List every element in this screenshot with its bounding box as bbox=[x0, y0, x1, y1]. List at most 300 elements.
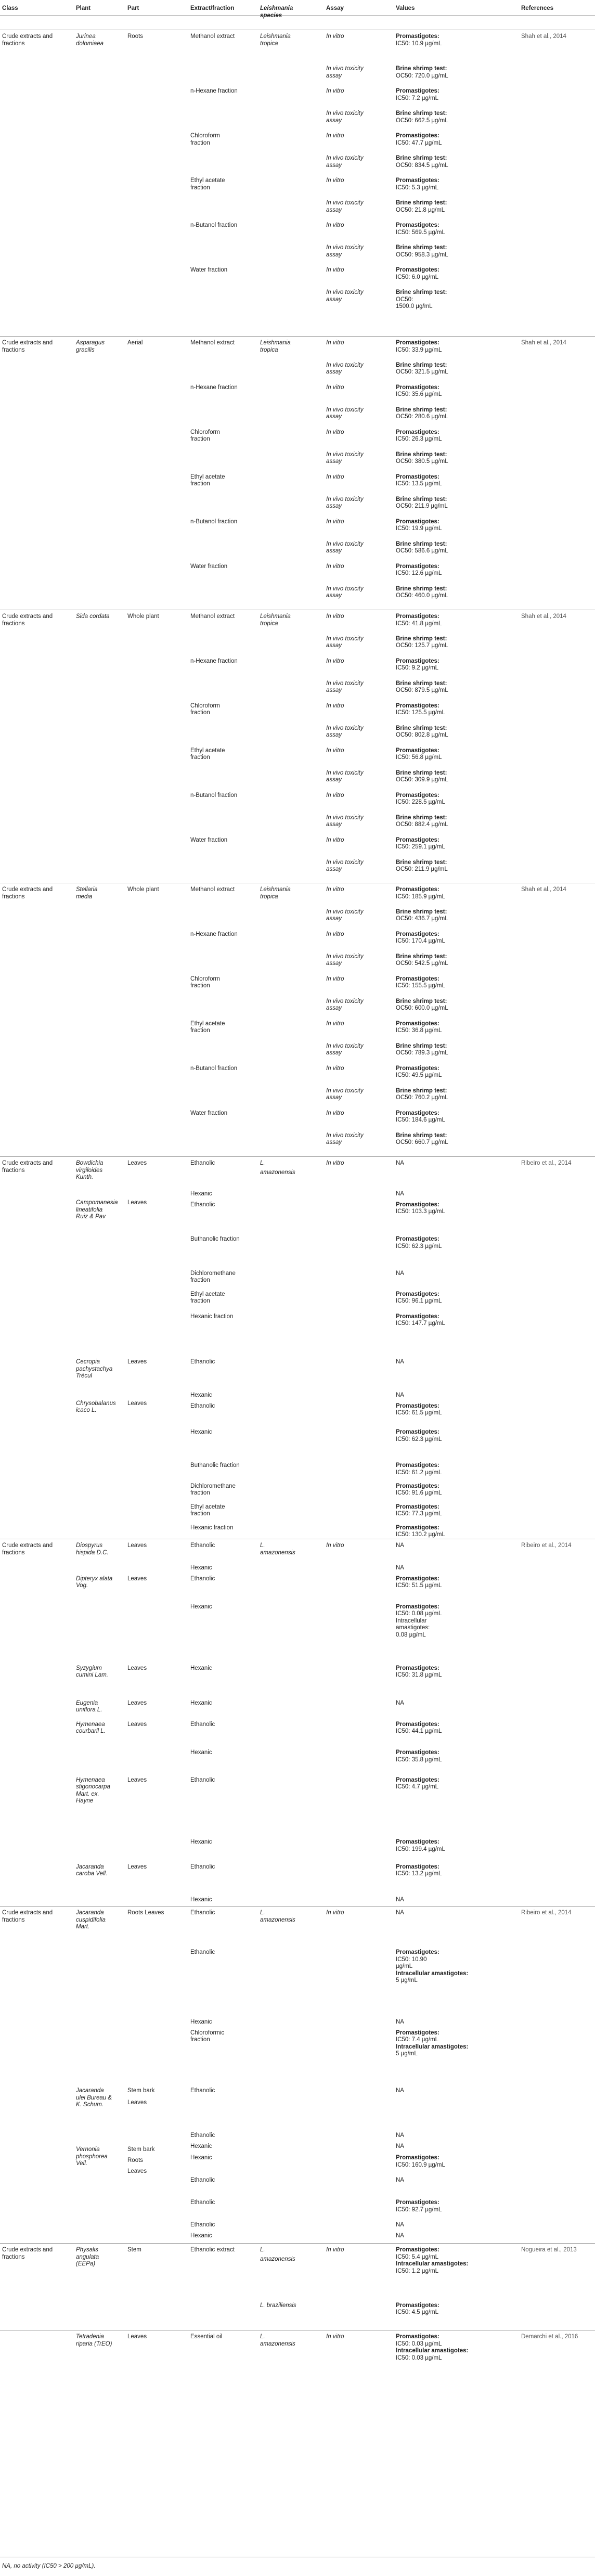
assay-cell: In vitro bbox=[326, 177, 344, 184]
value-cell: IC50: 35.8 µg/mL bbox=[396, 1756, 442, 1763]
plant-cell: pachystachya bbox=[76, 1366, 113, 1372]
value-cell: IC50: 0.03 µg/mL bbox=[396, 2340, 442, 2347]
value-cell: Promastigotes: bbox=[396, 177, 439, 184]
extract-cell: n-Hexane fraction bbox=[190, 931, 238, 937]
assay-cell: In vivo toxicity bbox=[326, 110, 364, 117]
value-cell: Promastigotes: bbox=[396, 975, 439, 982]
value-cell: Intracellular bbox=[396, 1617, 427, 1624]
extract-cell: Ethanolic bbox=[190, 1542, 215, 1549]
plant-cell: Tetradenia bbox=[76, 2334, 104, 2340]
plant-cell: Stellaria bbox=[76, 886, 98, 893]
extract-cell: Ethanolic bbox=[190, 2177, 215, 2184]
extract-cell: Hexanic bbox=[190, 1190, 212, 1197]
value-cell: Brine shrimp test: bbox=[396, 155, 447, 162]
class-cell: Crude extracts and fractions bbox=[2, 1160, 53, 1174]
extract-cell: Water fraction bbox=[190, 1110, 228, 1116]
value-cell: Promastigotes: bbox=[396, 1524, 439, 1531]
value-cell: Promastigotes: bbox=[396, 2199, 439, 2206]
extract-cell: Hexanic bbox=[190, 1429, 212, 1436]
species-cell: L. bbox=[260, 2334, 265, 2340]
part-cell: Leaves bbox=[127, 2168, 147, 2174]
value-cell: IC50: 125.5 µg/mL bbox=[396, 710, 445, 716]
value-cell: OC50: 834.5 µg/mL bbox=[396, 162, 448, 169]
plant-cell: dolomiaea bbox=[76, 40, 104, 47]
value-cell: Brine shrimp test: bbox=[396, 362, 447, 368]
value-cell: IC50: 51.5 µg/mL bbox=[396, 1582, 442, 1589]
reference-cell: Ribeiro et al., 2014 bbox=[521, 1910, 572, 1916]
class-cell: Crude extracts and fractions bbox=[2, 340, 53, 353]
value-cell: OC50: 958.3 µg/mL bbox=[396, 251, 448, 258]
extract-cell: fraction bbox=[190, 1490, 210, 1497]
extract-cell: Hexanic bbox=[190, 1699, 212, 1706]
assay-cell: In vivo toxicity bbox=[326, 585, 364, 592]
value-cell: NA bbox=[396, 2222, 404, 2229]
assay-cell: In vitro bbox=[326, 2334, 344, 2340]
assay-cell: In vivo toxicity bbox=[326, 908, 364, 915]
value-cell: IC50: 0.03 µg/mL bbox=[396, 2354, 442, 2361]
species-cell: L. bbox=[260, 1910, 265, 1916]
value-cell: Brine shrimp test: bbox=[396, 200, 447, 207]
value-cell: Brine shrimp test: bbox=[396, 110, 447, 117]
plant-cell: hispida D.C. bbox=[76, 1549, 109, 1556]
value-cell: NA bbox=[396, 2019, 404, 2026]
extract-cell: fraction bbox=[190, 1277, 210, 1284]
value-cell: IC50: 41.8 µg/mL bbox=[396, 620, 442, 627]
value-cell: Intracellular amastigotes: bbox=[396, 2043, 469, 2050]
assay-cell: In vitro bbox=[326, 222, 344, 229]
plant-cell: Trécul bbox=[76, 1373, 93, 1380]
class-cell: Crude extracts and fractions bbox=[2, 886, 53, 900]
assay-cell: assay bbox=[326, 72, 342, 79]
table-header bbox=[0, 0, 595, 19]
value-cell: NA bbox=[396, 2088, 404, 2094]
extract-cell: Ethyl acetate bbox=[190, 177, 225, 184]
value-cell: 1500.0 µg/mL bbox=[396, 303, 433, 310]
assay-cell: In vitro bbox=[326, 384, 344, 391]
value-cell: IC50: 12.6 µg/mL bbox=[396, 570, 442, 577]
value-cell: OC50: 662.5 µg/mL bbox=[396, 117, 448, 124]
assay-cell: assay bbox=[326, 866, 342, 873]
table-group bbox=[0, 1156, 595, 1538]
extract-cell: n-Hexane fraction bbox=[190, 384, 238, 391]
value-cell: Promastigotes: bbox=[396, 886, 439, 893]
value-cell: Brine shrimp test: bbox=[396, 725, 447, 731]
value-cell: Promastigotes: bbox=[396, 429, 439, 435]
assay-cell: In vitro bbox=[326, 1910, 344, 1916]
value-cell: NA bbox=[396, 1359, 404, 1366]
value-cell: Intracellular amastigotes: bbox=[396, 1970, 469, 1977]
part-cell: Leaves bbox=[127, 2099, 147, 2106]
value-cell: IC50: 170.4 µg/mL bbox=[396, 938, 445, 945]
plant-cell: Asparagus bbox=[76, 340, 105, 346]
value-cell: IC50: 31.8 µg/mL bbox=[396, 1672, 442, 1679]
assay-cell: In vitro bbox=[326, 886, 344, 893]
extract-cell: Hexanic fraction bbox=[190, 1524, 234, 1531]
assay-cell: In vivo toxicity bbox=[326, 244, 364, 251]
assay-cell: In vitro bbox=[326, 747, 344, 754]
value-cell: IC50: 228.5 µg/mL bbox=[396, 799, 445, 806]
assay-cell: assay bbox=[326, 732, 342, 739]
species-cell: tropica bbox=[260, 40, 278, 47]
value-cell: IC50: 44.1 µg/mL bbox=[396, 1728, 442, 1735]
value-cell: Promastigotes: bbox=[396, 613, 439, 620]
value-cell: IC50: 199.4 µg/mL bbox=[396, 1846, 445, 1852]
value-cell: IC50: 62.3 µg/mL bbox=[396, 1243, 442, 1250]
value-cell: IC50: 61.5 µg/mL bbox=[396, 1410, 442, 1416]
extract-cell: Ethanolic bbox=[190, 1863, 215, 1870]
plant-cell: gracilis bbox=[76, 346, 95, 353]
plant-cell: lineatifolia bbox=[76, 1206, 103, 1213]
assay-cell: In vitro bbox=[326, 1542, 344, 1549]
value-cell: OC50: 600.0 µg/mL bbox=[396, 1005, 448, 1012]
plant-cell: Ruiz & Pav bbox=[76, 1214, 106, 1220]
extract-cell: Ethanolic bbox=[190, 2199, 215, 2206]
extract-cell: Water fraction bbox=[190, 836, 228, 843]
plant-cell: angulata bbox=[76, 2253, 99, 2260]
extract-cell: Ethyl acetate bbox=[190, 747, 225, 754]
plant-cell: courbaril L. bbox=[76, 1728, 106, 1735]
extract-cell: Ethyl acetate bbox=[190, 473, 225, 480]
value-cell: 5 µg/mL bbox=[396, 1977, 418, 1984]
extract-cell: Dichloromethane bbox=[190, 1483, 236, 1489]
extract-cell: Methanol extract bbox=[190, 613, 235, 620]
species-cell: amazonensis bbox=[260, 1169, 295, 1176]
value-cell: IC50: 35.6 µg/mL bbox=[396, 391, 442, 398]
assay-cell: In vitro bbox=[326, 340, 344, 346]
part-cell: Leaves bbox=[127, 2334, 147, 2340]
value-cell: IC50: 33.9 µg/mL bbox=[396, 346, 442, 353]
species-cell: tropica bbox=[260, 620, 278, 627]
value-cell: OC50: 542.5 µg/mL bbox=[396, 960, 448, 967]
table-footnote: NA, no activity (IC50 > 200 µg/mL). bbox=[2, 2563, 96, 2569]
part-cell: Leaves bbox=[127, 1721, 147, 1728]
extract-cell: n-Hexane fraction bbox=[190, 658, 238, 664]
assay-cell: assay bbox=[326, 642, 342, 649]
header-assay: Assay bbox=[326, 5, 344, 11]
value-cell: OC50: 720.0 µg/mL bbox=[396, 72, 448, 79]
value-cell: NA bbox=[396, 2132, 404, 2139]
extract-cell: Ethanolic bbox=[190, 1721, 215, 1728]
value-cell: Promastigotes: bbox=[396, 133, 439, 139]
value-cell: IC50: 103.3 µg/mL bbox=[396, 1208, 445, 1215]
assay-cell: In vivo toxicity bbox=[326, 769, 364, 776]
value-cell: NA bbox=[396, 2143, 404, 2150]
extract-cell: fraction bbox=[190, 139, 210, 146]
assay-cell: assay bbox=[326, 593, 342, 599]
extract-cell: Buthanolic fraction bbox=[190, 1462, 240, 1469]
part-cell: Stem bbox=[127, 2247, 141, 2253]
value-cell: Promastigotes: bbox=[396, 2247, 439, 2253]
extract-cell: fraction bbox=[190, 754, 210, 761]
assay-cell: In vitro bbox=[326, 1160, 344, 1166]
extract-cell: n-Butanol fraction bbox=[190, 792, 238, 798]
value-cell: Promastigotes: bbox=[396, 33, 439, 40]
value-cell: IC50: 7.4 µg/mL bbox=[396, 2037, 439, 2043]
value-cell: Promastigotes: bbox=[396, 1402, 439, 1409]
value-cell: Promastigotes: bbox=[396, 1949, 439, 1956]
extract-cell: Ethanolic bbox=[190, 1402, 215, 1409]
assay-cell: assay bbox=[326, 1139, 342, 1146]
extract-cell: Essential oil bbox=[190, 2334, 223, 2340]
table-group bbox=[0, 336, 595, 599]
part-cell: Leaves bbox=[127, 1359, 147, 1366]
reference-cell: Shah et al., 2014 bbox=[521, 33, 566, 40]
header-extract: Extract/fraction bbox=[190, 5, 235, 11]
value-cell: OC50: 789.3 µg/mL bbox=[396, 1050, 448, 1057]
table-group bbox=[0, 2243, 595, 2316]
value-cell: NA bbox=[396, 1699, 404, 1706]
value-cell: IC50: 185.9 µg/mL bbox=[396, 893, 445, 900]
extract-cell: Ethanolic bbox=[190, 1949, 215, 1956]
plant-cell: Hayne bbox=[76, 1798, 94, 1805]
plant-cell: Vog. bbox=[76, 1582, 88, 1589]
class-cell: Crude extracts and fractions bbox=[2, 613, 53, 627]
assay-cell: assay bbox=[326, 207, 342, 213]
value-cell: Promastigotes: bbox=[396, 518, 439, 525]
reference-cell: Demarchi et al., 2016 bbox=[521, 2334, 578, 2340]
assay-cell: In vitro bbox=[326, 473, 344, 480]
species-cell: amazonensis bbox=[260, 1549, 295, 1556]
value-cell: Promastigotes: bbox=[396, 222, 439, 229]
value-cell: Promastigotes: bbox=[396, 1603, 439, 1610]
value-cell: IC50: 5.3 µg/mL bbox=[396, 184, 439, 191]
extract-cell: Hexanic bbox=[190, 1392, 212, 1398]
part-cell: Leaves bbox=[127, 1776, 147, 1783]
header-class: Class bbox=[2, 5, 18, 11]
extract-cell: Ethanolic bbox=[190, 1201, 215, 1208]
extract-cell: Hexanic bbox=[190, 1897, 212, 1903]
value-cell: OC50: 211.9 µg/mL bbox=[396, 503, 448, 510]
plant-cell: Jacaranda bbox=[76, 1863, 104, 1870]
assay-cell: assay bbox=[326, 821, 342, 828]
part-cell: Roots bbox=[127, 33, 144, 40]
value-cell: Promastigotes: bbox=[396, 1313, 439, 1320]
extract-cell: Ethyl acetate bbox=[190, 1020, 225, 1027]
assay-cell: In vitro bbox=[326, 88, 344, 95]
value-cell: IC50: 61.2 µg/mL bbox=[396, 1469, 442, 1476]
value-cell: Promastigotes: bbox=[396, 1462, 439, 1469]
part-cell: Leaves bbox=[127, 1160, 147, 1166]
assay-cell: In vitro bbox=[326, 702, 344, 709]
assay-cell: In vivo toxicity bbox=[326, 362, 364, 368]
value-cell: Intracellular amastigotes: bbox=[396, 2261, 469, 2267]
extract-cell: fraction bbox=[190, 983, 210, 989]
value-cell: 5 µg/mL bbox=[396, 2051, 418, 2057]
assay-cell: assay bbox=[326, 960, 342, 967]
value-cell: Brine shrimp test: bbox=[396, 66, 447, 72]
extract-cell: Water fraction bbox=[190, 563, 228, 570]
value-cell: OC50: 660.7 µg/mL bbox=[396, 1139, 448, 1146]
value-cell: Promastigotes: bbox=[396, 1665, 439, 1671]
value-cell: IC50: 130.2 µg/mL bbox=[396, 1531, 445, 1538]
extract-cell: Hexanic bbox=[190, 1603, 212, 1610]
reference-cell: Nogueira et al., 2013 bbox=[521, 2247, 577, 2253]
value-cell: Brine shrimp test: bbox=[396, 998, 447, 1004]
class-cell: Crude extracts and fractions bbox=[2, 1542, 53, 1556]
species-cell: tropica bbox=[260, 893, 278, 900]
value-cell: IC50: 6.0 µg/mL bbox=[396, 274, 439, 280]
assay-cell: In vivo toxicity bbox=[326, 953, 364, 960]
assay-cell: In vitro bbox=[326, 1065, 344, 1072]
extract-cell: Hexanic bbox=[190, 1749, 212, 1756]
extract-cell: Ethanolic bbox=[190, 2088, 215, 2094]
value-cell: IC50: 56.8 µg/mL bbox=[396, 754, 442, 761]
value-cell: IC50: 26.3 µg/mL bbox=[396, 436, 442, 443]
assay-cell: assay bbox=[326, 503, 342, 510]
plant-cell: Cecropia bbox=[76, 1359, 100, 1366]
extract-cell: Hexanic bbox=[190, 2143, 212, 2150]
plant-cell: Syzygium bbox=[76, 1665, 102, 1671]
value-cell: IC50: 1.2 µg/mL bbox=[396, 2268, 439, 2274]
assay-cell: In vitro bbox=[326, 975, 344, 982]
value-cell: Promastigotes: bbox=[396, 1503, 439, 1510]
value-cell: IC50: 0.08 µg/mL bbox=[396, 1611, 442, 1617]
value-cell: Promastigotes: bbox=[396, 88, 439, 95]
assay-cell: In vivo toxicity bbox=[326, 859, 364, 866]
assay-cell: In vivo toxicity bbox=[326, 998, 364, 1004]
extract-cell: Ethyl acetate bbox=[190, 1291, 225, 1297]
header-plant: Plant bbox=[76, 5, 91, 11]
value-cell: Promastigotes: bbox=[396, 1749, 439, 1756]
reference-cell: Shah et al., 2014 bbox=[521, 886, 566, 893]
value-cell: IC50: 9.2 µg/mL bbox=[396, 665, 439, 672]
value-cell: Brine shrimp test: bbox=[396, 769, 447, 776]
value-cell: Promastigotes: bbox=[396, 1429, 439, 1436]
part-cell: Leaves bbox=[127, 1699, 147, 1706]
assay-cell: In vitro bbox=[326, 931, 344, 937]
assay-cell: In vivo toxicity bbox=[326, 540, 364, 547]
extract-cell: n-Butanol fraction bbox=[190, 518, 238, 525]
plant-cell: stigonocarpa bbox=[76, 1784, 110, 1791]
reference-cell: Ribeiro et al., 2014 bbox=[521, 1542, 572, 1549]
value-cell: Brine shrimp test: bbox=[396, 451, 447, 458]
value-cell: OC50: 280.6 µg/mL bbox=[396, 414, 448, 420]
assay-cell: In vivo toxicity bbox=[326, 1042, 364, 1049]
part-cell: Roots Leaves bbox=[127, 1910, 164, 1916]
assay-cell: In vitro bbox=[326, 1110, 344, 1116]
value-cell: OC50: 211.9 µg/mL bbox=[396, 866, 448, 873]
value-cell: Promastigotes: bbox=[396, 1863, 439, 1870]
value-cell: IC50: 7.2 µg/mL bbox=[396, 95, 439, 101]
plant-cell: Jacaranda bbox=[76, 1910, 104, 1916]
header-values: Values bbox=[396, 5, 415, 11]
value-cell: IC50: 147.7 µg/mL bbox=[396, 1320, 445, 1327]
value-cell: µg/mL bbox=[396, 1963, 413, 1970]
value-cell: Promastigotes: bbox=[396, 792, 439, 798]
value-cell: IC50: 91.6 µg/mL bbox=[396, 1490, 442, 1497]
value-cell: Promastigotes: bbox=[396, 2302, 439, 2309]
assay-cell: In vitro bbox=[326, 613, 344, 620]
extract-cell: fraction bbox=[190, 184, 210, 191]
assay-cell: assay bbox=[326, 548, 342, 555]
extract-cell: fraction bbox=[190, 1511, 210, 1517]
extract-cell: n-Hexane fraction bbox=[190, 88, 238, 95]
species-cell: Leishmania bbox=[260, 886, 291, 893]
plant-cell: K. Schum. bbox=[76, 2102, 104, 2108]
value-cell: IC50: 10.9 µg/mL bbox=[396, 40, 442, 47]
value-cell: OC50: 802.8 µg/mL bbox=[396, 732, 448, 739]
extract-cell: Hexanic bbox=[190, 1839, 212, 1846]
plant-cell: Mart. ex. bbox=[76, 1791, 99, 1797]
value-cell: OC50: 309.9 µg/mL bbox=[396, 777, 448, 783]
plant-cell: Diospyrus bbox=[76, 1542, 103, 1549]
value-cell: IC50: 160.9 µg/mL bbox=[396, 2161, 445, 2168]
value-cell: NA bbox=[396, 1897, 404, 1903]
value-cell: IC50: 13.2 µg/mL bbox=[396, 1871, 442, 1877]
value-cell: Intracellular amastigotes: bbox=[396, 2348, 469, 2354]
assay-cell: assay bbox=[326, 916, 342, 922]
extract-cell: Water fraction bbox=[190, 267, 228, 274]
class-cell: Crude extracts and fractions bbox=[2, 2247, 53, 2260]
value-cell: OC50: bbox=[396, 296, 413, 303]
extract-cell: fraction bbox=[190, 1027, 210, 1034]
assay-cell: In vitro bbox=[326, 429, 344, 435]
assay-cell: In vivo toxicity bbox=[326, 200, 364, 207]
value-cell: Brine shrimp test: bbox=[396, 585, 447, 592]
plant-cell: caroba Vell. bbox=[76, 1871, 108, 1877]
value-cell: Brine shrimp test: bbox=[396, 289, 447, 295]
species-cell: L. braziliensis bbox=[260, 2302, 296, 2309]
extract-cell: Buthanolic fraction bbox=[190, 1236, 240, 1243]
value-cell: Promastigotes: bbox=[396, 747, 439, 754]
extract-cell: fraction bbox=[190, 436, 210, 443]
value-cell: IC50: 36.8 µg/mL bbox=[396, 1027, 442, 1034]
assay-cell: assay bbox=[326, 687, 342, 694]
species-cell: L. bbox=[260, 1542, 265, 1549]
value-cell: NA bbox=[396, 2232, 404, 2239]
plant-cell: cuspidifolia bbox=[76, 1916, 106, 1923]
plant-cell: Vell. bbox=[76, 2160, 87, 2167]
plant-cell: Vernonia bbox=[76, 2146, 100, 2153]
value-cell: Brine shrimp test: bbox=[396, 1087, 447, 1094]
assay-cell: In vivo toxicity bbox=[326, 406, 364, 413]
value-cell: OC50: 321.5 µg/mL bbox=[396, 369, 448, 376]
extract-cell: Hexanic bbox=[190, 2232, 212, 2239]
extract-cell: Ethanolic extract bbox=[190, 2247, 235, 2253]
value-cell: Promastigotes: bbox=[396, 1065, 439, 1072]
plant-cell: Mart. bbox=[76, 1924, 90, 1930]
class-cell: Crude extracts and fractions bbox=[2, 33, 53, 47]
value-cell: Promastigotes: bbox=[396, 1291, 439, 1297]
part-cell: Leaves bbox=[127, 1200, 147, 1206]
species-cell: tropica bbox=[260, 346, 278, 353]
value-cell: IC50: 155.5 µg/mL bbox=[396, 983, 445, 989]
assay-cell: In vitro bbox=[326, 133, 344, 139]
value-cell: OC50: 760.2 µg/mL bbox=[396, 1094, 448, 1101]
assay-cell: assay bbox=[326, 162, 342, 169]
assay-cell: In vivo toxicity bbox=[326, 66, 364, 72]
value-cell: OC50: 882.4 µg/mL bbox=[396, 821, 448, 828]
value-cell: Promastigotes: bbox=[396, 836, 439, 843]
extract-cell: Dichloromethane bbox=[190, 1270, 236, 1277]
value-cell: NA bbox=[396, 1392, 404, 1398]
value-cell: Promastigotes: bbox=[396, 1110, 439, 1116]
value-cell: IC50: 569.5 µg/mL bbox=[396, 229, 445, 236]
species-cell: L. bbox=[260, 1160, 265, 1166]
species-cell: Leishmania bbox=[260, 613, 291, 620]
plant-cell: Jurinea bbox=[76, 33, 96, 40]
header-references: References bbox=[521, 5, 554, 11]
value-cell: Brine shrimp test: bbox=[396, 1132, 447, 1139]
plant-cell: (EEPa) bbox=[76, 2261, 96, 2267]
plant-cell: media bbox=[76, 893, 93, 900]
plant-cell: icaco L. bbox=[76, 1407, 97, 1414]
plant-cell: Sida cordata bbox=[76, 613, 110, 620]
value-cell: OC50: 460.0 µg/mL bbox=[396, 593, 448, 599]
value-cell: OC50: 21.8 µg/mL bbox=[396, 207, 445, 213]
value-cell: IC50: 77.3 µg/mL bbox=[396, 1511, 442, 1517]
species-cell: Leishmania bbox=[260, 340, 291, 346]
